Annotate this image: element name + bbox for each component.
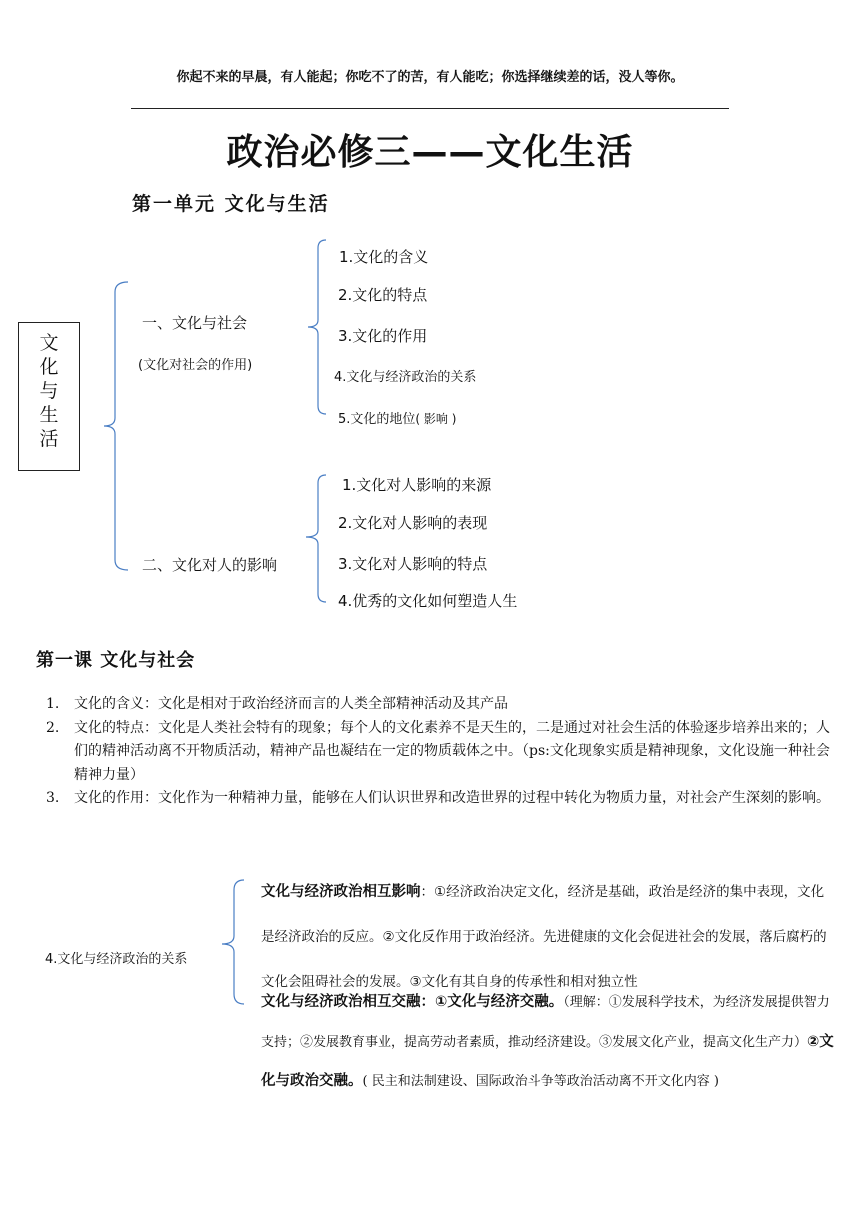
points-list	[46, 693, 836, 811]
root-char: 活	[39, 428, 59, 450]
map-item: 5.文化的地位( 影响 )	[338, 412, 457, 427]
relation-paragraph-2	[261, 983, 836, 1113]
relation-p2-text-2: ( 民主和法制建设、国际政治斗争等政治活动离不开文化内容 )	[362, 1074, 719, 1089]
motto: 你起不来的早晨，有人能起；你吃不了的苦，有人能吃；你选择继续差的话，没人等你。	[176, 70, 684, 85]
root-char: 化	[39, 356, 59, 378]
map-item: 2.文化的特点	[338, 286, 428, 304]
root-char: 与	[39, 380, 59, 402]
relation-p2-heading: 文化与经济政治相互交融：①文化与经济交融。	[261, 994, 564, 1010]
list-text: 文化的含义：文化是相对于政治经济而言的人类全部精神活动及其产品	[74, 696, 508, 712]
section1-label: 一、文化与社会	[142, 314, 248, 332]
section1-sub: (文化对社会的作用)	[138, 358, 253, 373]
list-text: 文化的作用：文化作为一种精神力量，能够在人们认识世界和改造世界的过程中转化为物质力量，对社会产生深刻的影响。	[74, 790, 830, 806]
map-item: 2.文化对人影响的表现	[338, 514, 488, 532]
root-char: 文	[39, 332, 59, 354]
relation-p1-text: ：①经济政治决定文化，经济是基础，政治是经济的集中表现，文化是经济政治的反应。②文化反作用于政治经济。先进健康的文化会促进社会的发展，落后腐朽的文化会阻碍社会的发展。③文化有其自身的传承性和相对独立性	[261, 884, 827, 990]
lesson-heading: 第一课 文化与社会	[36, 650, 196, 671]
relation-p2-text: （理解：①发展科学技术，为经济发展提供智力支持；②发展教育事业，提高劳动者素质，推动经济建设。③发展文化产业，提高文化生产力）	[261, 995, 830, 1050]
list-text: 文化的特点：文化是人类社会特有的现象；每个人的文化素养不是天生的，二是通过对社会生活的体验逐步培养出来的；人们的精神活动离不开物质活动，精神产品也凝结在一定的物质载体之中。（ps:文化现象实质是精神现象，文化设施一种社会精神力量）	[74, 719, 830, 783]
section2-label: 二、文化对人的影响	[142, 556, 278, 574]
list-number: 2.	[46, 719, 60, 736]
map-item: 1.文化的含义	[339, 248, 429, 266]
root-box	[18, 322, 80, 471]
list-item	[46, 787, 836, 811]
relation-paragraph-1	[261, 870, 836, 990]
list-item	[46, 717, 836, 788]
root-char: 生	[39, 404, 59, 426]
page-title: 政治必修三——文化生活	[226, 132, 634, 173]
map-item: 4.优秀的文化如何塑造人生	[338, 592, 518, 610]
map-item: 4.文化与经济政治的关系	[334, 370, 477, 385]
relation-p2-subheading: ②文化与政治交融。	[261, 1033, 834, 1089]
map-item: 3.文化对人影响的特点	[338, 555, 488, 573]
map-item: 1.文化对人影响的来源	[342, 476, 492, 494]
list-item	[46, 693, 836, 717]
unit-heading: 第一单元 文化与生活	[132, 193, 330, 215]
relation-label: 4.文化与经济政治的关系	[45, 952, 188, 967]
list-number: 1.	[46, 696, 60, 712]
relation-p1-heading: 文化与经济政治相互影响	[261, 884, 421, 900]
map-item: 3.文化的作用	[338, 327, 428, 345]
list-number: 3.	[46, 790, 60, 806]
